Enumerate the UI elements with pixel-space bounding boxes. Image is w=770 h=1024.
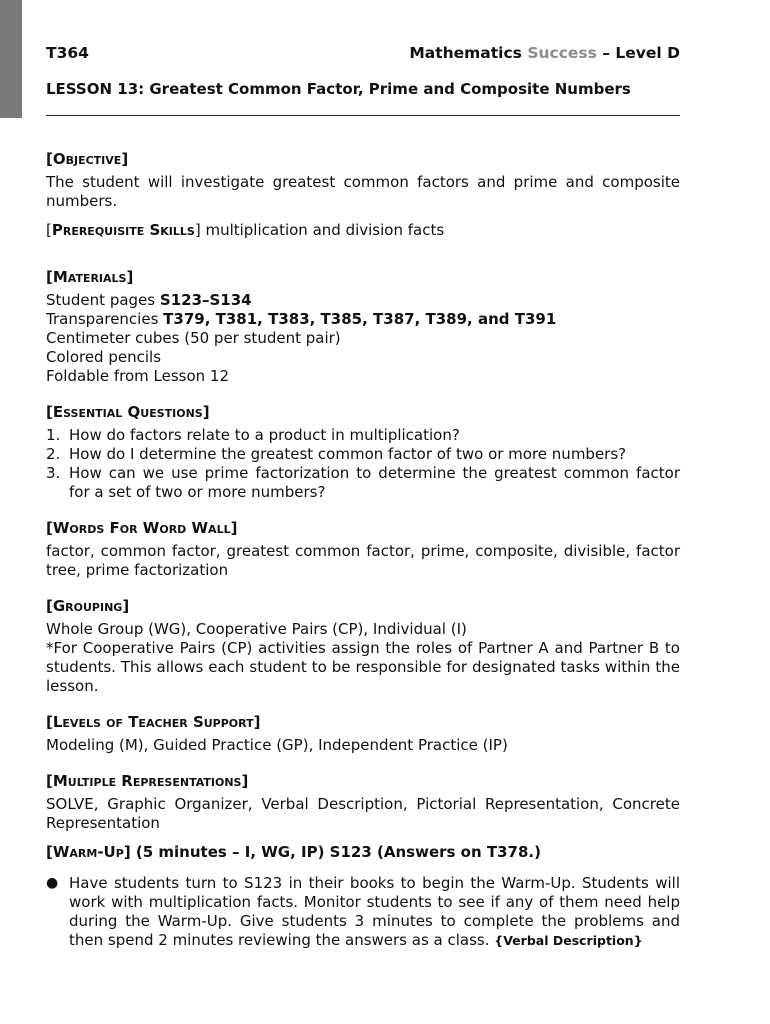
prerequisite-text: multiplication and division facts bbox=[205, 221, 445, 239]
objective-heading: [Objective] bbox=[46, 150, 129, 168]
series-suffix: – Level D bbox=[602, 44, 680, 62]
page-header bbox=[46, 44, 680, 64]
list-item: ● Have students turn to S123 in their books to begin the Warm-Up. Students will work with multiplication facts. Monitor students to see if any of them need help during the Warm-Up. Give students 3 minutes to complete the problems and then spend 2 minutes reviewing the answers as a class. {Verbal Description} bbox=[46, 874, 680, 949]
word-wall-text: factor, common factor, greatest common factor, prime, composite, divisible, factor tree, prime factorization bbox=[46, 542, 680, 579]
materials-item: Centimeter cubes (50 per student pair) bbox=[46, 329, 341, 347]
lesson-content bbox=[46, 150, 680, 950]
materials-heading: [Materials] bbox=[46, 268, 134, 286]
multiple-representations-heading: [Multiple Representations] bbox=[46, 772, 249, 790]
header-divider bbox=[46, 115, 680, 116]
warm-up-list bbox=[46, 874, 680, 950]
series-success: Success bbox=[527, 44, 597, 62]
essential-questions-list bbox=[46, 426, 680, 502]
multiple-representations-text: SOLVE, Graphic Organizer, Verbal Description, Pictorial Representation, Concrete Representation bbox=[46, 795, 680, 832]
prerequisite-line: [Prerequisite Skills] multiplication and division facts bbox=[46, 221, 445, 239]
verbal-description-tag: {Verbal Description} bbox=[494, 933, 643, 948]
list-item: 1. How do factors relate to a product in multiplication? bbox=[46, 426, 460, 444]
warm-up-detail: (5 minutes – I, WG, IP) S123 (Answers on T378.) bbox=[135, 843, 541, 861]
list-item: 2. How do I determine the greatest common factor of two or more numbers? bbox=[46, 445, 627, 463]
prerequisite-heading: Prerequisite Skills bbox=[51, 221, 195, 239]
warm-up-heading: [Warm-Up] (5 minutes – I, WG, IP) S123 (Answers on T378.) bbox=[46, 843, 541, 861]
teacher-support-heading: [Levels of Teacher Support] bbox=[46, 713, 261, 731]
essential-questions-heading: [Essential Questions] bbox=[46, 403, 210, 421]
grouping-note: *For Cooperative Pairs (CP) activities assign the roles of Partner A and Partner B to students. This allows each student to be responsible for designated tasks within the lesson. bbox=[46, 639, 680, 695]
bullet-icon: ● bbox=[46, 875, 59, 891]
series-title bbox=[409, 44, 680, 62]
page-edge-tab bbox=[0, 0, 22, 118]
series-prefix: Mathematics bbox=[409, 44, 522, 62]
word-wall-heading: [Words For Word Wall] bbox=[46, 519, 238, 537]
grouping-heading: [Grouping] bbox=[46, 597, 130, 615]
objective-text: The student will investigate greatest common factors and prime and composite numbers. bbox=[46, 173, 680, 210]
grouping-text: Whole Group (WG), Cooperative Pairs (CP), Individual (I) bbox=[46, 620, 467, 638]
lesson-title: LESSON 13: Greatest Common Factor, Prime and Composite Numbers bbox=[46, 80, 631, 98]
teacher-support-text: Modeling (M), Guided Practice (GP), Independent Practice (IP) bbox=[46, 736, 508, 754]
materials-student-pages: Student pages S123–S134 bbox=[46, 291, 252, 309]
materials-item: Foldable from Lesson 12 bbox=[46, 367, 230, 385]
list-item: 3. How can we use prime factorization to determine the greatest common factor for a set of two or more numbers? bbox=[46, 464, 680, 501]
page-code: T364 bbox=[46, 44, 89, 62]
materials-transparencies: Transparencies T379, T381, T383, T385, T387, T389, and T391 bbox=[46, 310, 557, 328]
materials-item: Colored pencils bbox=[46, 348, 162, 366]
